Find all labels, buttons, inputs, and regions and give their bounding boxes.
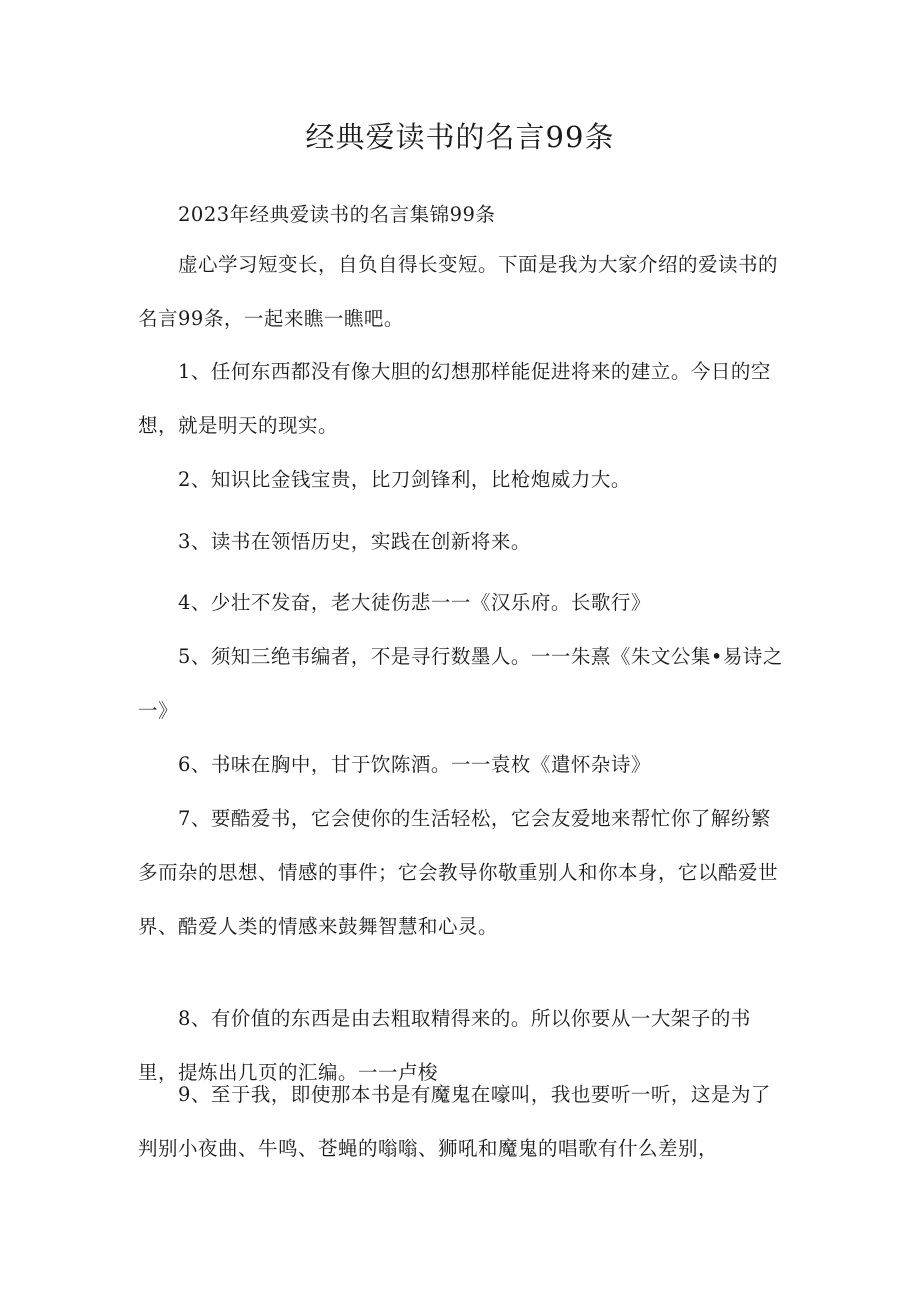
quote-item-5: 5、须知三绝韦编者，不是寻行数墨人。一一朱熹《朱文公集•易诗之一》 (138, 645, 783, 722)
quote-item-2: 2、知识比金钱宝贵，比刀剑锋利，比枪炮威力大。 (178, 468, 631, 491)
paragraph-intro: 虚心学习短变长，自负自得长变短。下面是我为大家介绍的爱读书的名言99条，一起来瞧一瞧吧。 (138, 253, 779, 330)
quote-item-1: 1、任何东西都没有像大胆的幻想那样能促进将来的建立。今日的空想，就是明天的现实。 (138, 360, 771, 437)
quote-item-9: 9、至于我，即使那本书是有魔鬼在嚎叫，我也要听一听，这是为了判别小夜曲、牛鸣、苍蝇的嗡嗡、狮吼和魔鬼的唱歌有什么差别， (138, 1083, 771, 1160)
document-title: 经典爱读书的名言99条 (305, 120, 615, 154)
quote-item-8: 8、有价值的东西是由去粗取精得来的。所以你要从一大架子的书里，提炼出几页的汇编。一一卢梭 (138, 1007, 751, 1084)
quote-item-6: 6、书味在胸中，甘于饮陈酒。一一袁枚《遣怀杂诗》 (178, 753, 651, 776)
quote-item-3: 3、读书在领悟历史，实践在创新将来。 (178, 530, 531, 553)
quote-item-4: 4、少壮不发奋，老大徒伤悲一一《汉乐府。长歌行》 (178, 591, 651, 614)
paragraph-subtitle: 2023年经典爱读书的名言集锦99条 (178, 203, 496, 226)
quote-item-7: 7、要酷爱书，它会使你的生活轻松，它会友爱地来帮忙你了解纷繁多而杂的思想、情感的事件；它会教导你敬重别人和你本身，它以酷爱世界、酷爱人类的情感来鼓舞智慧和心灵。 (138, 807, 779, 938)
